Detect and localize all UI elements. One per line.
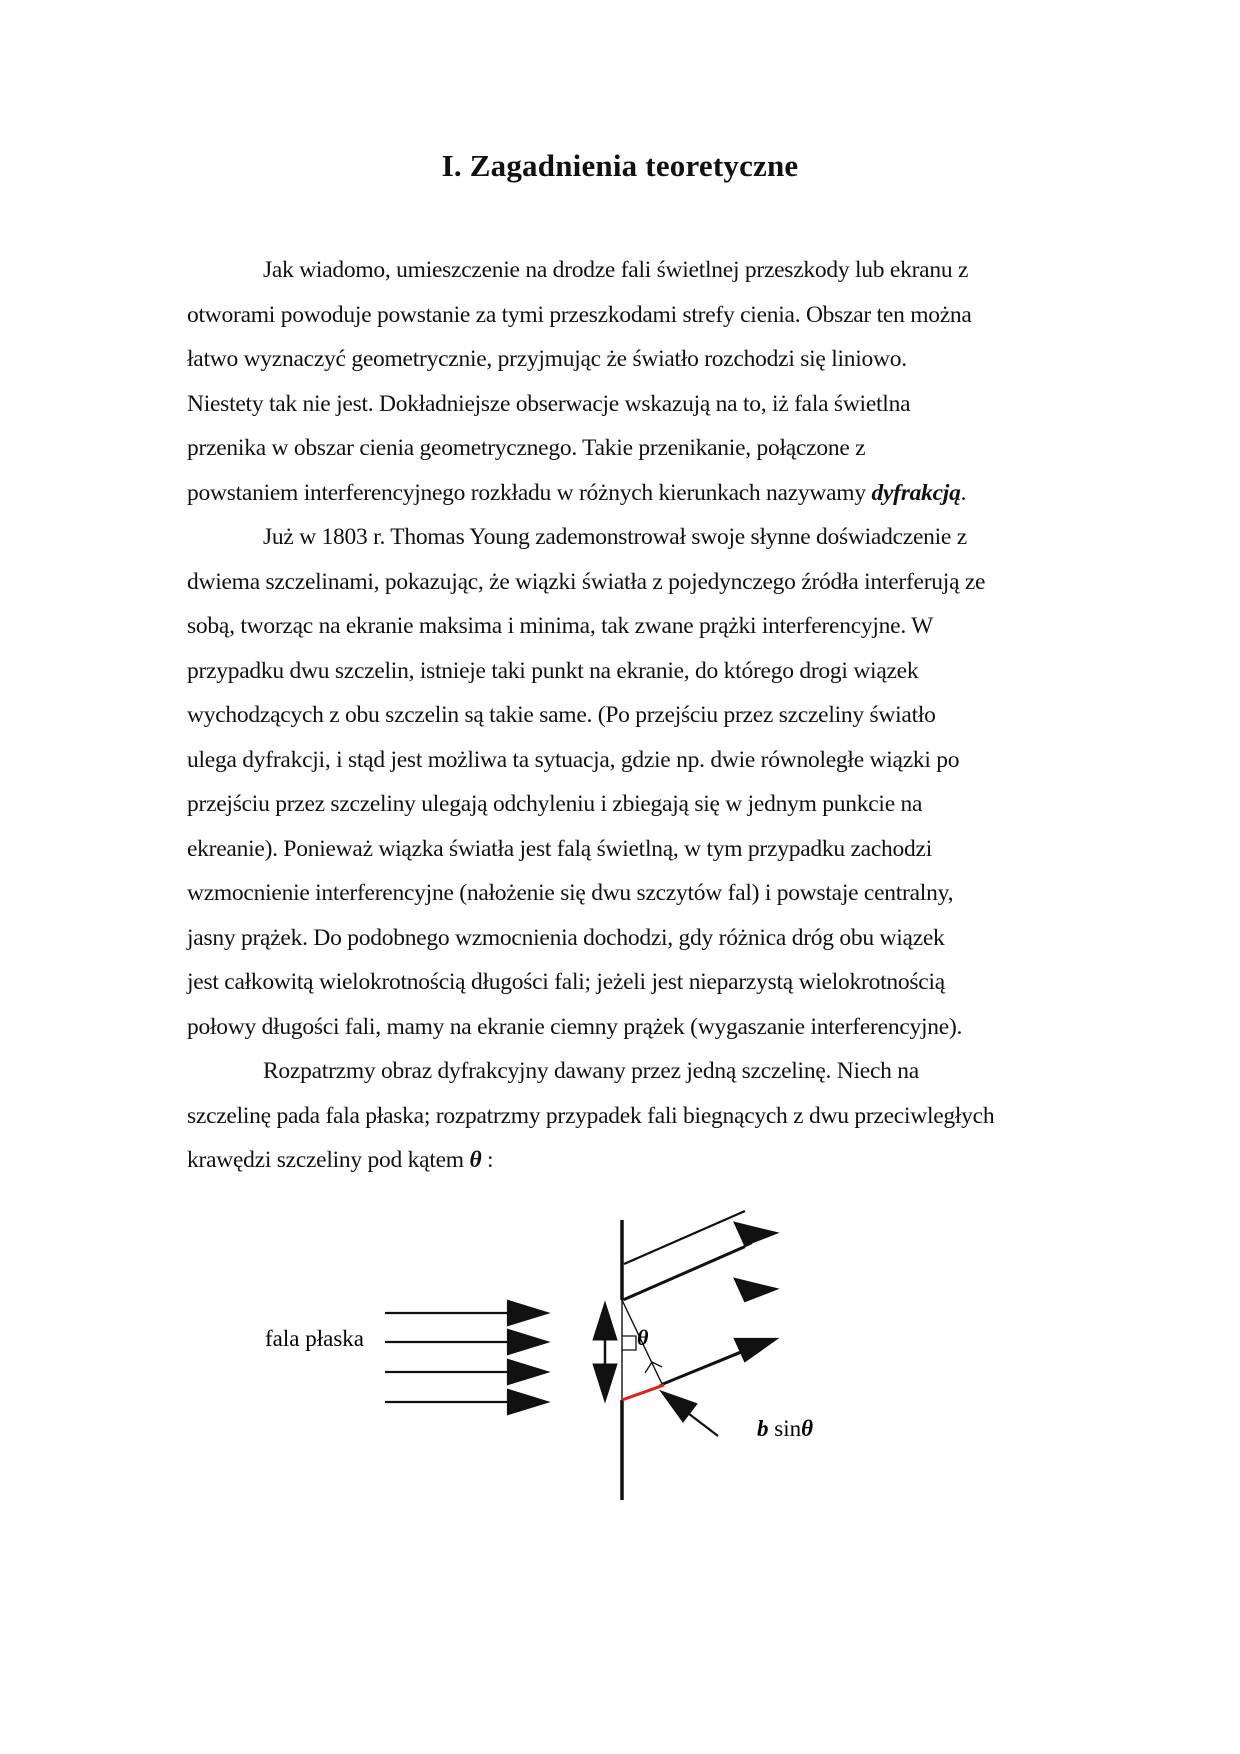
- text-segment: .: [960, 479, 967, 506]
- text-line: sobą, tworząc na ekranie maksima i minima, tak zwane prążki interferencyjne. W: [187, 613, 934, 639]
- ray-from-lower-edge: [662, 1347, 752, 1384]
- diffracted-rays: [624, 1211, 776, 1386]
- incident-wave-arrows: [385, 1301, 547, 1414]
- diffracted-ray: [624, 1211, 776, 1264]
- path-difference-label: [757, 1416, 813, 1441]
- text-line: przypadku dwu szczelin, istnieje taki punkt na ekranie, do którego drogi wiązek: [187, 657, 919, 684]
- text-line: wychodzących z obu szczelin są takie same. (Po przejściu przez szczeliny światło: [187, 702, 936, 728]
- text-line: Rozpatrzmy obraz dyfrakcyjny dawany przez jedną szczelinę. Niech na: [263, 1058, 919, 1084]
- incident-wave-label: fala płaska: [265, 1326, 364, 1351]
- text-line: Jak wiadomo, umieszczenie na drodze fali świetlnej przeszkody lub ekranu z: [263, 257, 969, 283]
- term-diffraction: dyfrakcją: [871, 479, 961, 506]
- path-difference-segment: [622, 1385, 664, 1400]
- text-line: Niestety tak nie jest. Dokładniejsze obserwacje wskazują na to, iż fala świetlna: [187, 390, 911, 417]
- page-title: I. Zagadnienia teoretyczne: [441, 148, 799, 183]
- text-line: dwiema szczelinami, pokazując, że wiązki światła z pojedynczego źródła interferują ze: [187, 568, 986, 595]
- text-line: jasny prążek. Do podobnego wzmocnienia dochodzi, gdy różnica dróg obu wiązek: [187, 924, 945, 951]
- theta-symbol: θ: [469, 1147, 482, 1173]
- text-line: szczelinę pada fala płaska; rozpatrzmy przypadek fali biegnących z dwu przeciwległych: [187, 1102, 995, 1129]
- symbol-b: b: [757, 1416, 769, 1441]
- ray-from-upper-edge: [622, 1243, 752, 1300]
- text-line: połowy długości fali, mamy na ekranie ciemny prążek (wygaszanie interferencyjne).: [187, 1013, 963, 1040]
- symbol-theta: θ: [801, 1416, 814, 1441]
- incident-arrow: [385, 1360, 547, 1384]
- text-line: przenika w obszar cienia geometrycznego. Takie przenikanie, połączone z: [187, 435, 866, 461]
- text-segment: krawędzi szczeliny pod kątem: [187, 1147, 470, 1173]
- text-line: Już w 1803 r. Thomas Young zademonstrował swoje słynne doświadczenie z: [263, 524, 967, 550]
- incident-arrow: [385, 1390, 547, 1414]
- text-line: ulega dyfrakcji, i stąd jest możliwa ta sytuacja, gdzie np. dwie równoległe wiązki po: [187, 746, 960, 773]
- text-segment: powstaniem interferencyjnego rozkładu w różnych kierunkach nazywamy: [187, 479, 872, 506]
- incident-arrow: [385, 1301, 547, 1325]
- right-angle-marker: [622, 1336, 636, 1350]
- text-line: ekreanie). Ponieważ wiązka światła jest falą świetlną, w tym przypadku zachodzi: [187, 835, 932, 862]
- incident-arrow: [385, 1330, 547, 1354]
- text-line: łatwo wyznaczyć geometrycznie, przyjmując że światło rozchodzi się liniowo.: [187, 346, 907, 372]
- path-difference-pointer: [662, 1392, 718, 1436]
- text-segment: :: [481, 1147, 494, 1173]
- ray-lines: [622, 1243, 752, 1384]
- text-line: wzmocnienie interferencyjne (nałożenie się dwu szczytów fal) i powstaje centralny,: [187, 880, 954, 906]
- slit-width-double-arrow: [593, 1302, 617, 1402]
- text-line: otworami powoduje powstanie za tymi przeszkodami strefy cienia. Obszar ten można: [187, 301, 972, 328]
- text-line: przejściu przez szczeliny ulegają odchyleniu i zbiegają się w jednym punkcie na: [187, 791, 923, 817]
- figure-angle-symbol: θ: [637, 1325, 649, 1350]
- text-line: jest całkowitą wielokrotnością długości fali; jeżeli jest nieparzystą wielokrotnością: [187, 969, 945, 995]
- sin-function: sin: [768, 1416, 802, 1441]
